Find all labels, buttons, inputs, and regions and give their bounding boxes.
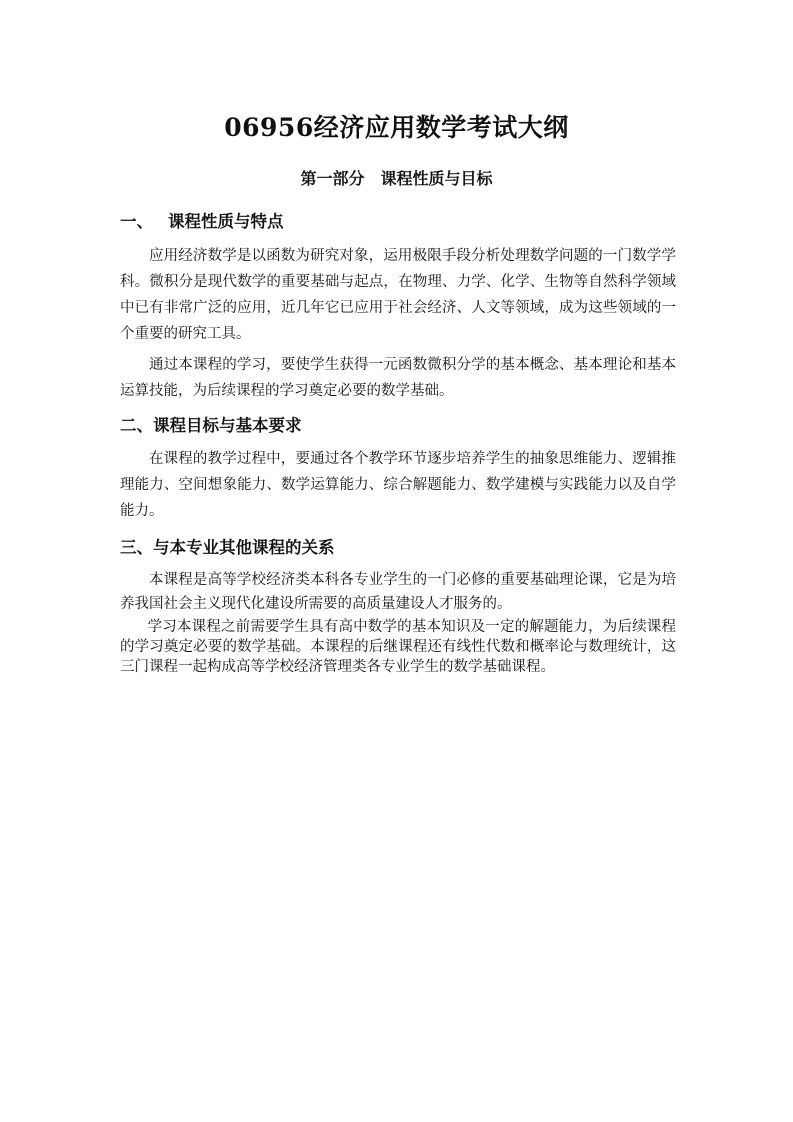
- part-title: 第一部分 课程性质与目标: [300, 169, 493, 188]
- section-3-paragraph-2: 学习本课程之前需要学生具有高中数学的基本知识及一定的解题能力，为后续课程的学习奠定必要的数学基础。本课程的后继课程还有线性代数和概率论与数理统计，这三门课程一起构成高等学校经济管理类各专业学生的数学基础课程。: [120, 619, 676, 675]
- section-3-paragraph-1: 本课程是高等学校经济类本科各专业学生的一门必修的重要基础理论课，它是为培养我国社会主义现代化建设所需要的高质量建设人才服务的。: [120, 572, 676, 612]
- section-title-2: 课程目标与基本要求: [153, 416, 302, 435]
- section-number-1: 一、: [120, 212, 153, 231]
- section-number-2: 二、: [120, 416, 153, 435]
- section-heading-2: [120, 412, 302, 436]
- section-1-paragraph-1: 应用经济数学是以函数为研究对象，运用极限手段分析处理数学问题的一门数学学科。微积分是现代数学的重要基础与起点，在物理、力学、化学、生物等自然科学领域中已有非常广泛的应用，近几年它已应用于社会经济、人文等领域，成为这些领域的一个重要的研究工具。: [120, 248, 676, 342]
- section-heading-3: [120, 534, 335, 558]
- section-heading-1: [120, 208, 284, 232]
- section-2-paragraph-1: 在课程的教学过程中，要通过各个教学环节逐步培养学生的抽象思维能力、逻辑推理能力、空间想象能力、数学运算能力、综合解题能力、数学建模与实践能力以及自学能力。: [120, 451, 676, 519]
- document-title: 06956经济应用数学考试大纲: [224, 113, 569, 142]
- section-title-1: 课程性质与特点: [168, 212, 284, 231]
- section-number-3: 三、: [120, 538, 153, 557]
- section-title-3: 与本专业其他课程的关系: [153, 538, 335, 557]
- section-1-paragraph-2: 通过本课程的学习，要使学生获得一元函数微积分学的基本概念、基本理论和基本运算技能，为后续课程的学习奠定必要的数学基础。: [120, 357, 676, 399]
